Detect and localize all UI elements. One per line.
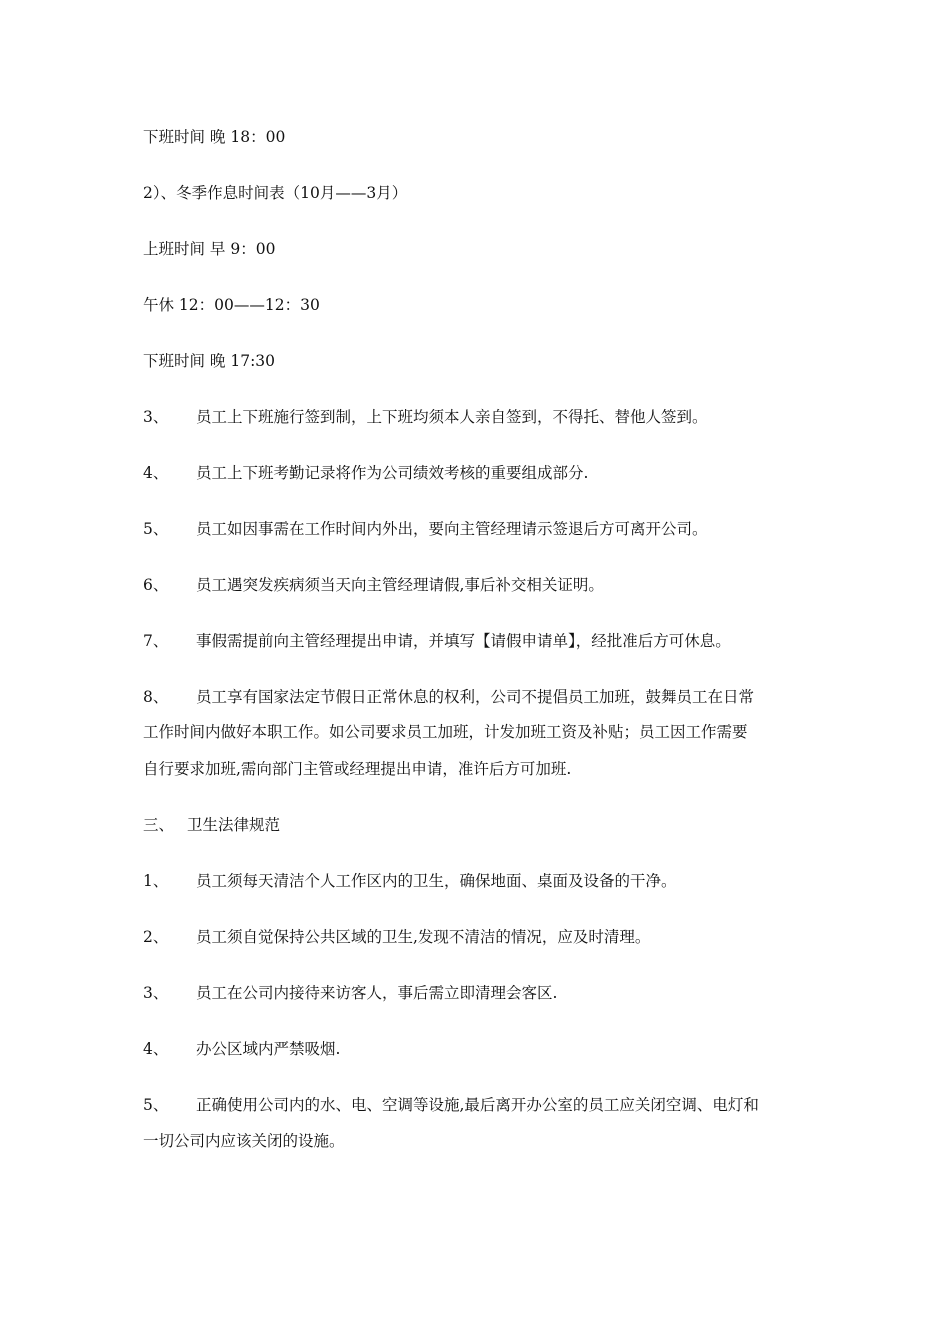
item-number: 4、: [143, 464, 169, 482]
item-number: 5、: [143, 1096, 169, 1114]
list-item: [143, 1095, 759, 1115]
item-text: 员工如因事需在工作时间内外出，要向主管经理请示签退后方可离开公司。: [196, 520, 708, 538]
item-text: 员工上下班考勤记录将作为公司绩效考核的重要组成部分.: [196, 464, 589, 482]
item-text: 员工须每天清洁个人工作区内的卫生，确保地面、桌面及设备的干净。: [196, 872, 677, 890]
item-number: 3、: [143, 984, 169, 1002]
list-item: [143, 463, 588, 483]
item-text: 员工遇突发疾病须当天向主管经理请假,事后补交相关证明。: [196, 576, 604, 594]
list-item: [143, 983, 557, 1003]
item-text: 员工须自觉保持公共区域的卫生,发现不清洁的情况，应及时清理。: [196, 928, 651, 946]
item-text-line-2: 一切公司内应该关闭的设施。: [143, 1132, 345, 1150]
morning-start-time: 上班时间 早 9：00: [143, 240, 276, 258]
item-text-line-3: 自行要求加班,需向部门主管或经理提出申请，准许后方可加班.: [143, 760, 572, 778]
list-item: [143, 407, 708, 427]
item-number: 3、: [143, 408, 169, 426]
section-heading: [143, 815, 280, 835]
evening-off-time-summer: 下班时间 晚 18：00: [143, 128, 286, 146]
item-text: 员工在公司内接待来访客人，事后需立即清理会客区.: [196, 984, 558, 1002]
item-number: 1、: [143, 872, 169, 890]
winter-schedule-heading: 2）、冬季作息时间表（10月——3月）: [143, 184, 408, 202]
list-item: [143, 631, 731, 651]
list-item: [143, 575, 604, 595]
section-title: 卫生法律规范: [187, 816, 281, 834]
lunch-break-time: 午休 12：00——12：30: [143, 296, 320, 314]
list-item: [143, 927, 650, 947]
list-item: [143, 519, 708, 539]
item-number: 8、: [143, 688, 169, 706]
list-item: [143, 687, 754, 707]
item-text-line-2: 工作时间内做好本职工作。如公司要求员工加班，计发加班工资及补贴；员工因工作需要: [143, 723, 748, 741]
item-number: 2、: [143, 928, 169, 946]
item-number: 5、: [143, 520, 169, 538]
item-text: 办公区域内严禁吸烟.: [196, 1040, 341, 1058]
item-text-line-1: 正确使用公司内的水、电、空调等设施,最后离开办公室的员工应关闭空调、电灯和: [196, 1096, 759, 1114]
section-number: 三、: [143, 816, 175, 834]
item-number: 4、: [143, 1040, 169, 1058]
list-item: [143, 871, 677, 891]
item-text: 事假需提前向主管经理提出申请，并填写【请假申请单】，经批准后方可休息。: [196, 632, 731, 650]
evening-off-time-winter: 下班时间 晚 17:30: [143, 352, 276, 370]
item-text: 员工上下班施行签到制，上下班均须本人亲自签到，不得托、替他人签到。: [196, 408, 708, 426]
item-number: 7、: [143, 632, 169, 650]
item-text-line-1: 员工享有国家法定节假日正常休息的权利，公司不提倡员工加班，鼓舞员工在日常: [196, 688, 755, 706]
item-number: 6、: [143, 576, 169, 594]
list-item: [143, 1039, 340, 1059]
